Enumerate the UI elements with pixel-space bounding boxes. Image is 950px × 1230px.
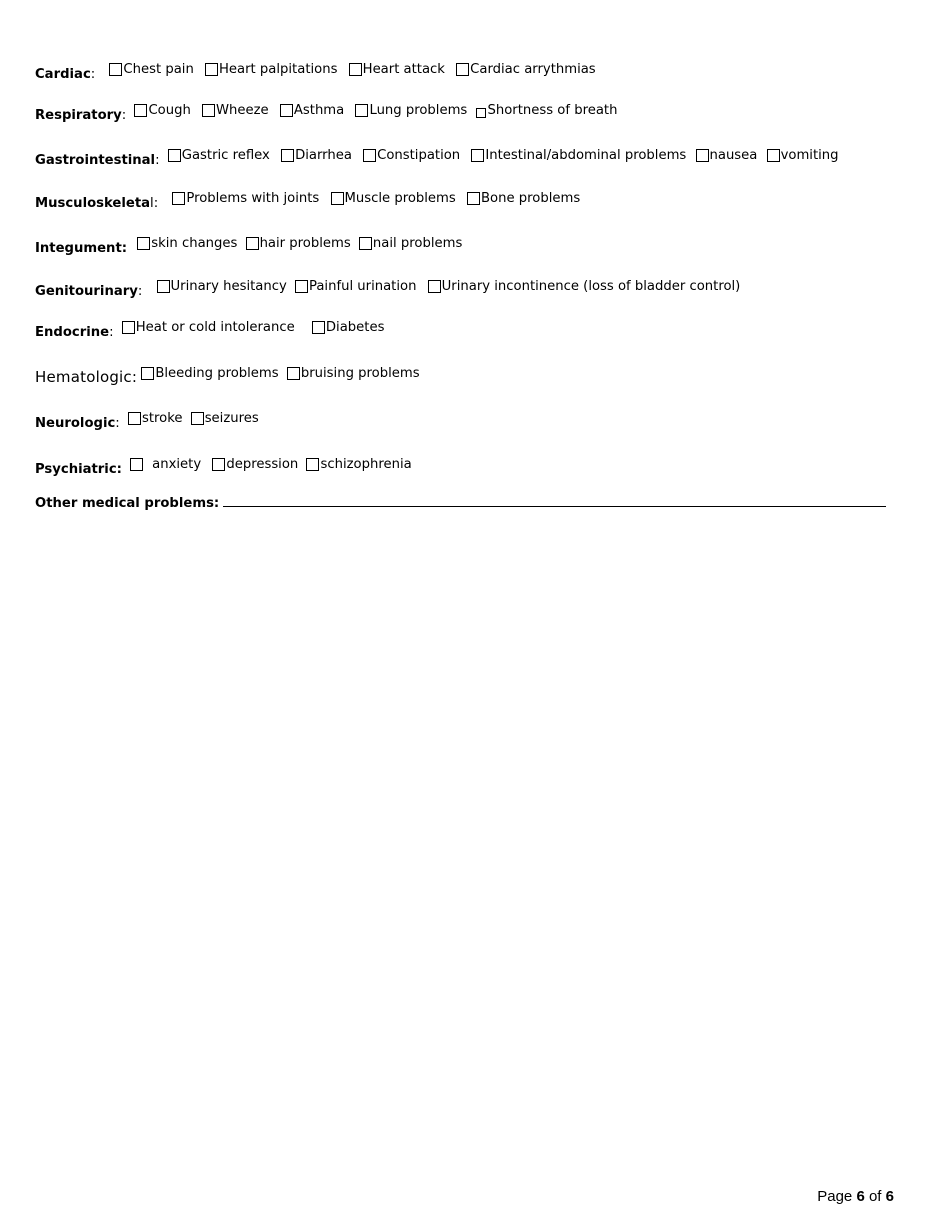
row-endocrine: Endocrine: Heat or cold intolerance Diabetes: [35, 320, 385, 340]
checkbox-seizures[interactable]: seizures: [191, 411, 259, 427]
checkbox-nausea[interactable]: nausea: [696, 148, 758, 164]
checkbox-skin-changes[interactable]: skin changes: [137, 236, 237, 252]
checkbox-diarrhea[interactable]: Diarrhea: [281, 148, 352, 164]
checkbox-shortness-of-breath[interactable]: Shortness of breath: [476, 103, 618, 119]
checkbox-heat-or-cold-intolerance[interactable]: Heat or cold intolerance: [122, 320, 295, 336]
checkbox-bruising-problems[interactable]: bruising problems: [287, 366, 420, 382]
checkbox-bleeding-problems[interactable]: Bleeding problems: [141, 366, 278, 382]
checkbox-nail-problems[interactable]: nail problems: [359, 236, 462, 252]
row-gastrointestinal: Gastrointestinal: Gastric reflex Diarrhea Constipation Intestinal/abdominal problems nausea vomiting: [35, 148, 839, 168]
checkbox-depression[interactable]: depression: [212, 457, 298, 473]
category-label: Cardiac: [35, 67, 91, 82]
checkbox-gastric-reflex[interactable]: Gastric reflex: [168, 148, 270, 164]
checkbox-box[interactable]: [109, 63, 122, 76]
checkbox-bone-problems[interactable]: Bone problems: [467, 191, 580, 207]
row-genitourinary: Genitourinary: Urinary hesitancy Painful urination Urinary incontinence (loss of bladder control): [35, 279, 741, 299]
checkbox-hair-problems[interactable]: hair problems: [246, 236, 351, 252]
other-label: Other medical problems:: [35, 496, 220, 511]
checkbox-schizophrenia[interactable]: schizophrenia: [306, 457, 411, 473]
row-neurologic: Neurologic: stroke seizures: [35, 411, 259, 431]
checkbox-vomiting[interactable]: vomiting: [767, 148, 839, 164]
row-cardiac: Cardiac: Chest pain Heart palpitations Heart attack Cardiac arrythmias: [35, 62, 596, 82]
checkbox-asthma[interactable]: Asthma: [280, 103, 344, 119]
page-number: Page 6 of 6: [817, 1188, 894, 1205]
category-label: Hematologic:: [35, 368, 138, 386]
checkbox-urinary-incontinence[interactable]: Urinary incontinence (loss of bladder control): [428, 279, 741, 295]
checkbox-muscle-problems[interactable]: Muscle problems: [331, 191, 456, 207]
checkbox-intestinal-abdominal-problems[interactable]: Intestinal/abdominal problems: [471, 148, 686, 164]
checkbox-painful-urination[interactable]: Painful urination: [295, 279, 416, 295]
category-label: Neurologic: [35, 416, 116, 431]
category-label: Genitourinary: [35, 284, 138, 299]
row-psychiatric: [35, 457, 419, 478]
row-integument: [35, 236, 469, 257]
checkbox-constipation[interactable]: Constipation: [363, 148, 460, 164]
row-other-medical-problems: [35, 495, 886, 512]
category-label: Gastrointestinal: [35, 153, 156, 168]
checkbox-lung-problems[interactable]: Lung problems: [355, 103, 467, 119]
checkbox-cough[interactable]: Cough: [134, 103, 190, 119]
checkbox-wheeze[interactable]: Wheeze: [202, 103, 269, 119]
category-label: Respiratory: [35, 108, 122, 123]
category-label: Psychiatric:: [35, 462, 122, 477]
checkbox-problems-with-joints[interactable]: Problems with joints: [172, 191, 319, 207]
other-medical-problems-field[interactable]: [223, 495, 886, 507]
checkbox-heart-attack[interactable]: Heart attack: [349, 62, 445, 78]
category-label: Endocrine: [35, 325, 110, 340]
checkbox-urinary-hesitancy[interactable]: Urinary hesitancy: [157, 279, 287, 295]
row-respiratory: Respiratory: Cough Wheeze Asthma Lung problems Shortness of breath: [35, 103, 618, 123]
checkbox-cardiac-arrythmias[interactable]: Cardiac arrythmias: [456, 62, 596, 78]
checkbox-anxiety[interactable]: anxiety: [130, 457, 201, 473]
checkbox-diabetes[interactable]: Diabetes: [312, 320, 385, 336]
checkbox-chest-pain[interactable]: Chest pain: [109, 62, 193, 78]
category-label: Musculoskeleta: [35, 196, 151, 211]
checkbox-heart-palpitations[interactable]: Heart palpitations: [205, 62, 337, 78]
category-label: Integument:: [35, 241, 128, 256]
checkbox-stroke[interactable]: stroke: [128, 411, 183, 427]
row-musculoskeletal: Musculoskeletal: Problems with joints Muscle problems Bone problems: [35, 191, 581, 211]
row-hematologic: [35, 366, 427, 387]
